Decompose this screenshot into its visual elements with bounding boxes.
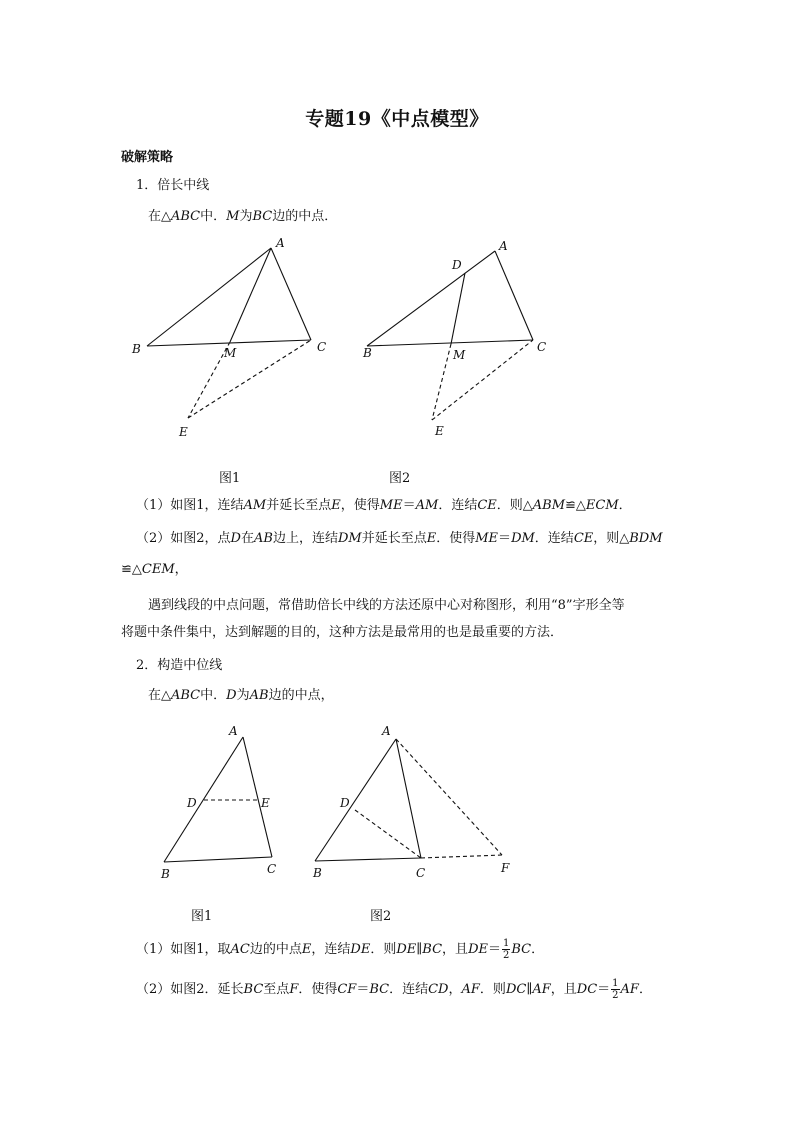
part1-figure2 bbox=[355, 232, 570, 447]
label-e: E bbox=[179, 425, 188, 439]
part1-item2-line1: （2）如图2，点D在AB边上，连结DM并延长至点E．使得ME＝DM．连结CE，则△BDM bbox=[136, 531, 663, 546]
part2-figure1 bbox=[150, 718, 290, 883]
part1-para-line1: 遇到线段的中点问题，常借助倍长中线的方法还原中心对称图形，利用“8”字形全等 bbox=[148, 598, 625, 613]
label-b: B bbox=[161, 867, 170, 881]
line-ab bbox=[367, 251, 495, 346]
label-b: B bbox=[132, 342, 141, 356]
part2-heading: 2．构造中位线 bbox=[136, 658, 223, 673]
line-af bbox=[396, 739, 502, 855]
label-c: C bbox=[416, 866, 426, 880]
line-ab bbox=[315, 739, 396, 861]
line-bc bbox=[315, 858, 421, 861]
label-d: D bbox=[452, 258, 462, 272]
fraction-one-half: $\frac{1}{2}$ bbox=[503, 938, 510, 961]
label-c: C bbox=[537, 340, 547, 354]
label-f: F bbox=[501, 861, 510, 875]
label-a: A bbox=[499, 239, 508, 253]
part2-fig1-caption: 图1 bbox=[191, 909, 213, 924]
fraction-one-half: $\frac{1}{2}$ bbox=[612, 978, 619, 1001]
line-ac bbox=[396, 739, 421, 858]
part1-para-line2: 将题中条件集中，达到解题的目的，这种方法是最常用的也是最重要的方法． bbox=[121, 625, 564, 640]
label-b: B bbox=[313, 866, 322, 880]
part1-heading: 1．倍长中线 bbox=[136, 178, 210, 193]
label-m: M bbox=[453, 348, 466, 362]
part2-item1: （1）如图1，取AC边的中点E，连结DE．则DE∥BC，且DE＝ $\frac{1}{2}$ BC． bbox=[136, 938, 545, 961]
label-c: C bbox=[267, 862, 277, 876]
line-ab bbox=[164, 737, 243, 862]
line-bc bbox=[367, 340, 533, 346]
part1-item1: （1）如图1，连结AM并延长至点E，使得ME＝AM．连结CE．则△ABM≌△ECM． bbox=[136, 498, 632, 513]
line-ab bbox=[147, 248, 271, 346]
label-e: E bbox=[435, 424, 444, 438]
part2-item2: （2）如图2．延长BC至点F．使得CF＝BC．连结CD，AF．则DC∥AF，且DC＝ $\frac{1}{2}$ AF． bbox=[136, 978, 652, 1001]
line-dm bbox=[451, 273, 465, 344]
line-ec bbox=[432, 340, 533, 420]
section-heading: 破解策略 bbox=[121, 150, 174, 165]
line-dc bbox=[355, 810, 421, 858]
part2-fig2-caption: 图2 bbox=[370, 909, 392, 924]
part1-fig2-caption: 图2 bbox=[389, 471, 411, 486]
label-a: A bbox=[229, 724, 238, 738]
label-b: B bbox=[363, 346, 372, 360]
line-ec bbox=[188, 340, 311, 418]
label-d: D bbox=[340, 796, 350, 810]
label-e: E bbox=[261, 796, 270, 810]
part2-figure2 bbox=[305, 718, 530, 883]
line-me bbox=[432, 344, 451, 420]
line-ac bbox=[271, 248, 311, 340]
page-title: 专题19《中点模型》 bbox=[305, 108, 489, 130]
part1-item2-line2: ≌△CEM， bbox=[121, 562, 188, 577]
label-c: C bbox=[317, 340, 327, 354]
part1-intro: 在△ABC中．M为BC边的中点． bbox=[148, 209, 338, 224]
label-m: M bbox=[224, 346, 237, 360]
part2-intro: 在△ABC中．D为AB边的中点， bbox=[148, 688, 334, 703]
label-a: A bbox=[382, 724, 391, 738]
line-bc bbox=[164, 857, 272, 862]
part1-figure1 bbox=[120, 230, 340, 445]
line-am bbox=[230, 248, 271, 342]
line-ac bbox=[495, 251, 533, 340]
label-d: D bbox=[187, 796, 197, 810]
label-a: A bbox=[276, 236, 285, 250]
part1-fig1-caption: 图1 bbox=[219, 471, 241, 486]
line-cf bbox=[421, 855, 502, 858]
